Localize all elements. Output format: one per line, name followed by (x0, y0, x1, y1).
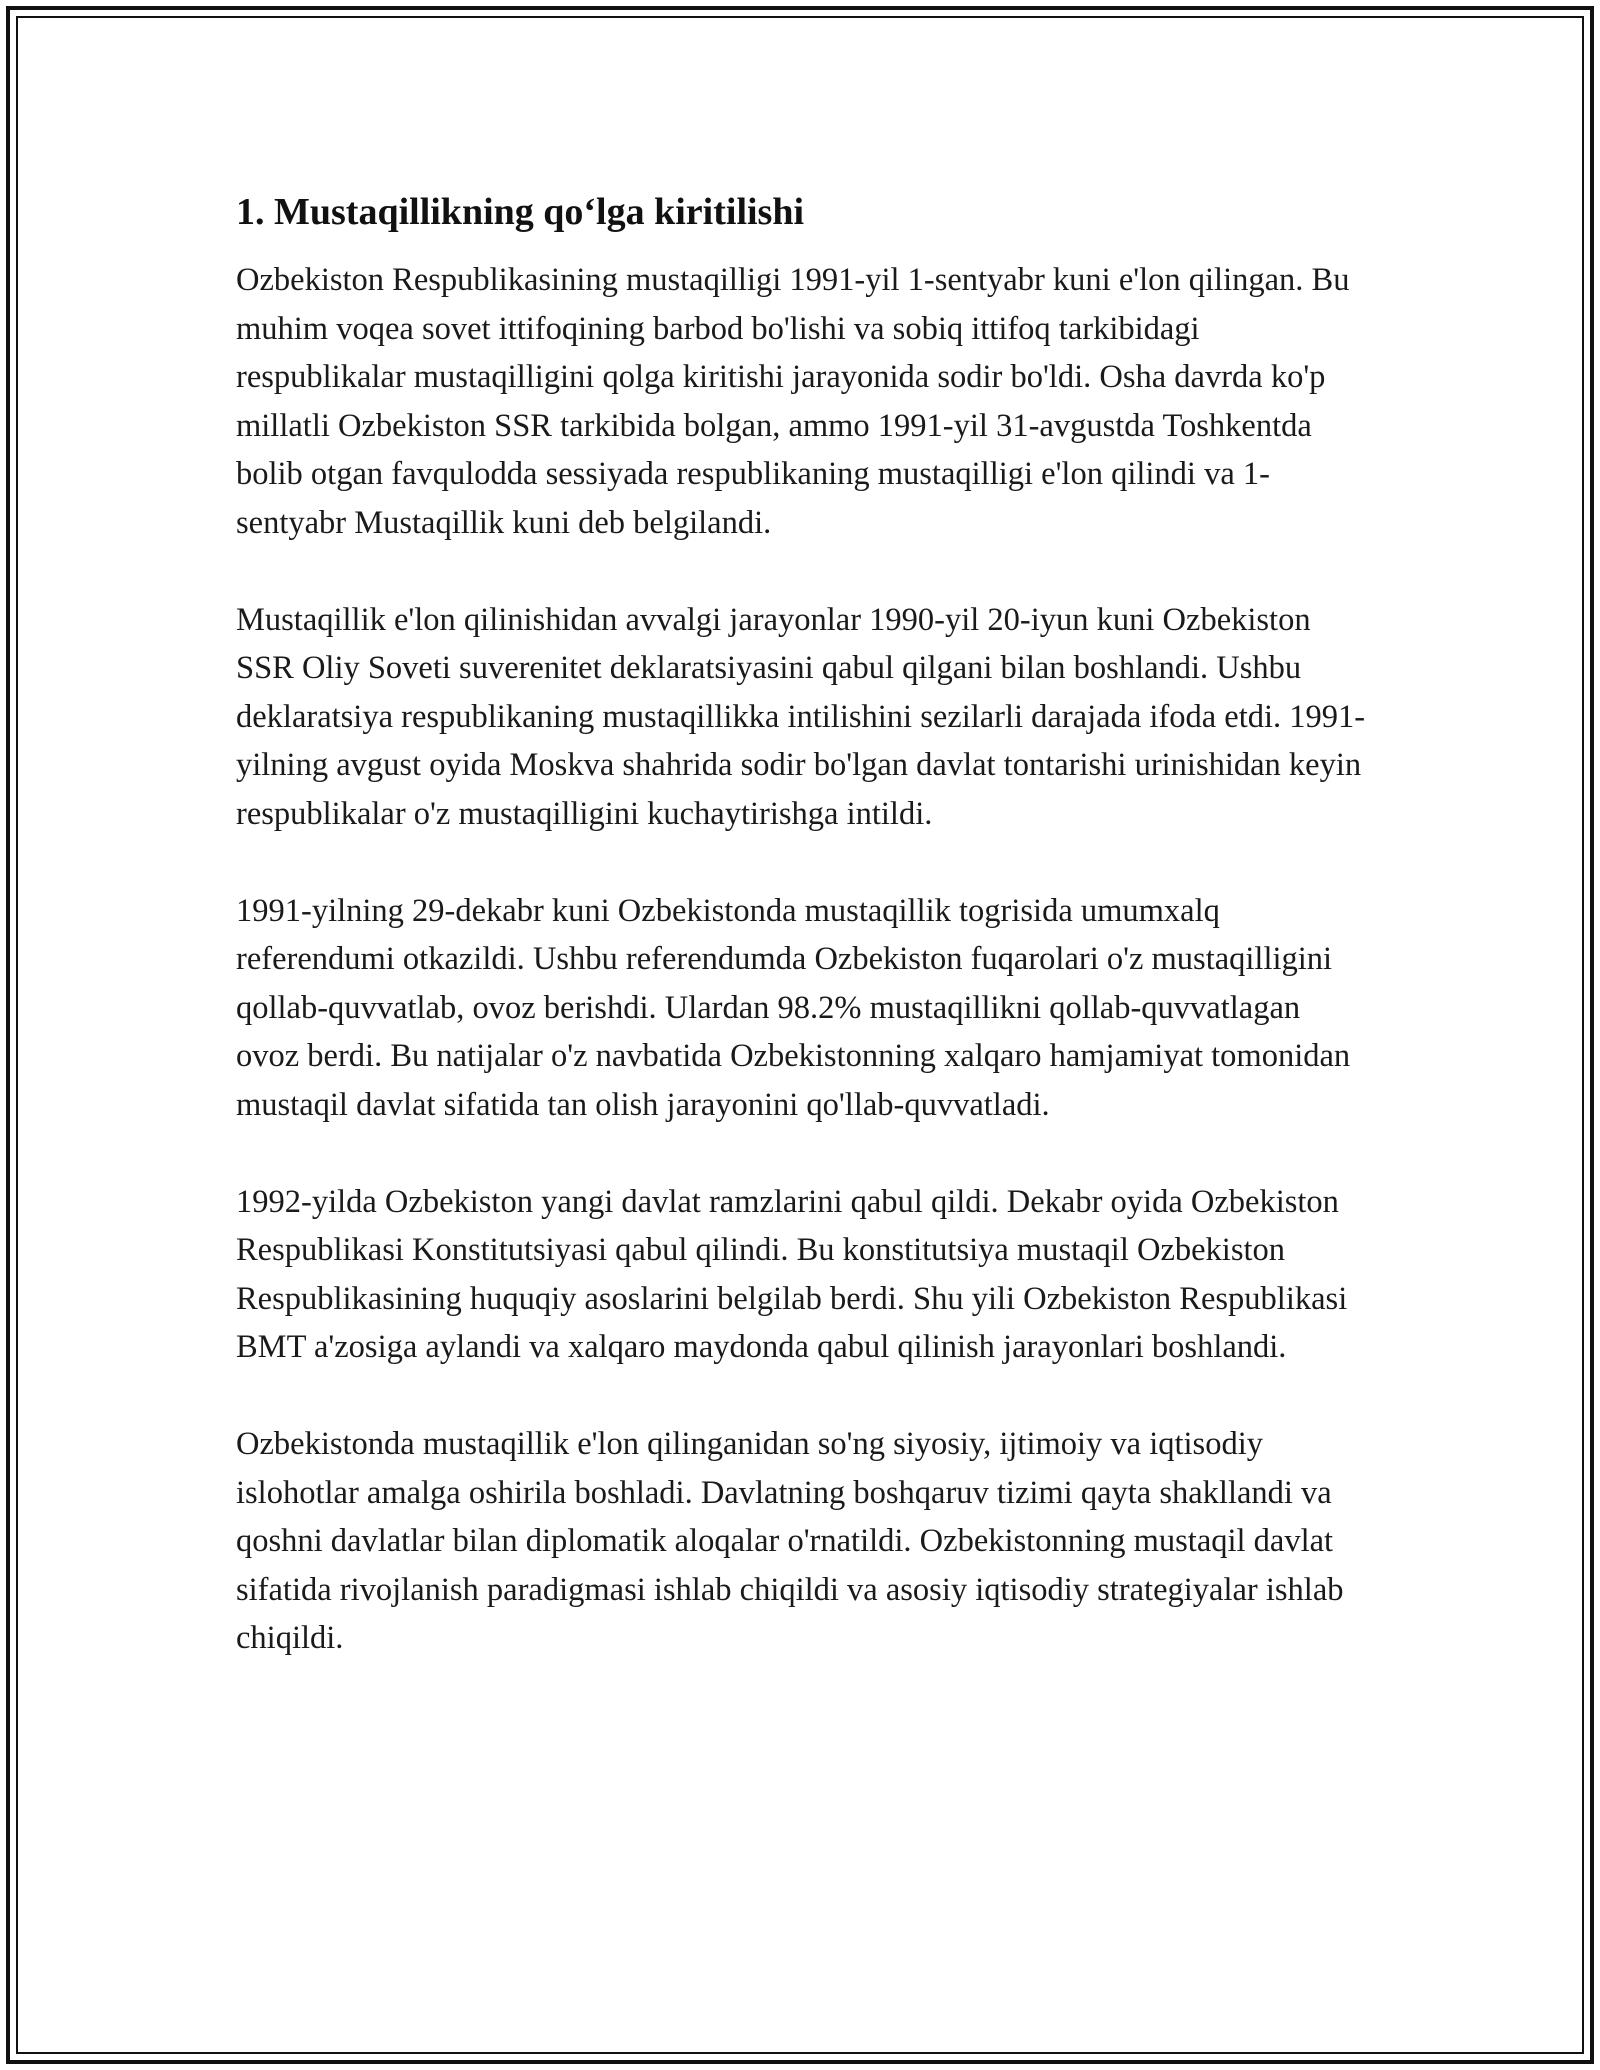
paragraph-referendum: 1991-yilning 29-dekabr kuni Ozbekistonda mustaqillik togrisida umumxalq referendumi otkazildi. Ushbu referendumda Ozbekiston fuqarolari o'z mustaqilligini qollab-quvvatlab, ovoz berishdi. Ulardan 98.2% mustaqillikni qollab-quvvatlagan ovoz berdi. Bu natijalar o'z navbatida Ozbekistonning xalqaro hamjamiyat tomonidan mustaqil davlat sifatida tan olish jarayonini qo'llab-quvvatladi. (236, 892, 1351, 1123)
paragraph-independence-declaration: Ozbekiston Respublikasining mustaqilligi 1991-yil 1-sentyabr kuni e'lon qilingan. Bu muhim voqea sovet ittifoqining barbod bo'lishi va sobiq ittifoq tarkibidagi respublikalar mustaqilligini qolga kiritishi jarayonida sodir bo'ldi. Osha davrda ko'p millatli Ozbekiston SSR tarkibida bolgan, ammo 1991-yil 31-avgustda Toshkentda bolib otgan favqulodda sessiyada respublikaning mustaqilligi e'lon qilindi va 1-sentyabr Mustaqillik kuni deb belgilandi. (236, 262, 1350, 541)
document-body (236, 188, 1366, 1663)
paragraph-sovereignty-declaration: Mustaqillik e'lon qilinishidan avvalgi jarayonlar 1990-yil 20-iyun kuni Ozbekiston SSR Oliy Soveti suverenitet deklaratsiyasini qabul qilgani bilan boshlandi. Ushbu deklaratsiya respublikaning mustaqillikka intilishini sezilarli darajada ifoda etdi. 1991-yilning avgust oyida Moskva shahrida sodir bo'lgan davlat tontarishi urinishidan keyin respublikalar o'z mustaqilligini kuchaytirishga intildi. (236, 601, 1366, 832)
paragraph-reforms: Ozbekistonda mustaqillik e'lon qilinganidan so'ng siyosiy, ijtimoiy va iqtisodiy islohotlar amalga oshirila boshladi. Davlatning boshqaruv tizimi qayta shakllandi va qoshni davlatlar bilan diplomatik aloqalar o'rnatildi. Ozbekistonning mustaqil davlat sifatida rivojlanish paradigmasi ishlab chiqildi va asosiy iqtisodiy strategiyalar ishlab chiqildi. (236, 1426, 1344, 1656)
paragraph-constitution: 1992-yilda Ozbekiston yangi davlat ramzlarini qabul qildi. Dekabr oyida Ozbekiston Respublikasi Konstitutsiyasi qabul qilindi. Bu konstitutsiya mustaqil Ozbekiston Respublikasining huquqiy asoslarini belgilab berdi. Shu yili Ozbekiston Respublikasi BMT a'zosiga aylandi va xalqaro maydonda qabul qilinish jarayonlari boshlandi. (236, 1183, 1348, 1365)
section-title: 1. Mustaqillikning qo‘lga kiritilishi (236, 191, 805, 233)
